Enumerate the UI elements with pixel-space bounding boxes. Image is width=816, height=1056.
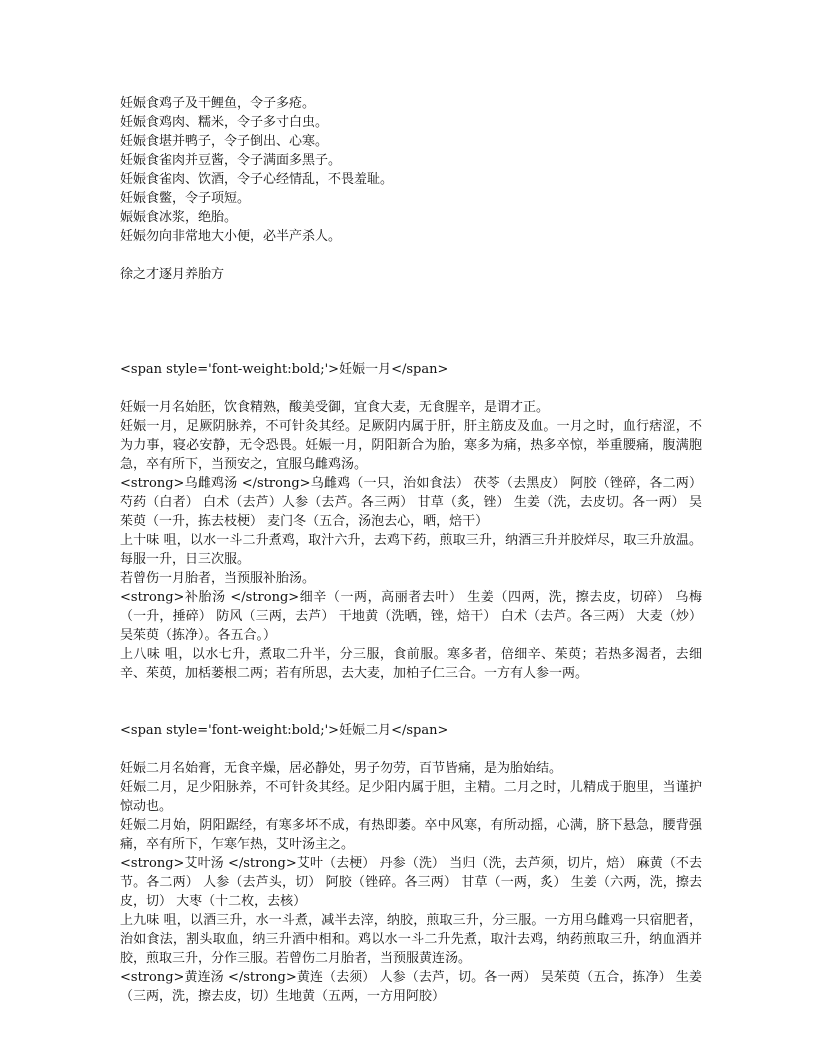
taboo-line: 妊娠食雀肉、饮酒，令子心经情乱，不畏羞耻。 (120, 172, 394, 187)
recipe-aiyetang: <strong>艾叶汤 </strong>艾叶（去梗） 丹参（洗） 当归（洗，去芦须，切片，焙） 麻黄（不去节。各二两） 人参（去芦头，切） 阿胶（锉碎。各三两） 甘草（一两，炙） 生姜（六两，洗，擦去皮，切） 大枣（十二枚，去核） (120, 856, 702, 909)
taboo-line: 娠娠食冰浆，绝胎。 (120, 210, 238, 225)
month1-paragraph: 上八味 咀，以水七升，煮取二升半，分三服，食前服。寒多者，倍细辛、茱萸；若热多渴者，去细辛、茱萸，加栝蒌根二两；若有所思，去大麦，加柏子仁三合。一方有人参一两。 (120, 647, 702, 681)
taboo-line: 妊娠勿向非常地大小便，必半产杀人。 (120, 229, 342, 244)
section-title: 徐之才逐月养胎方 (120, 267, 225, 282)
recipe-butaitang: <strong>补胎汤 </strong>细辛（一两，高丽者去叶） 生姜（四两，洗，擦去皮，切碎） 乌梅（一升，捶碎） 防风（三两，去芦） 干地黄（洗晒，锉，焙干） 白术（去芦。各三两） 大麦（炒） 吴茱萸（拣净）。各五合。） (120, 590, 702, 643)
month2-paragraph: 妊娠二月名始膏，无食辛燥，居必静处，男子勿劳，百节皆痛，是为胎始结。 (120, 761, 563, 776)
month2-paragraph: 上九味 咀，以酒三升，水一斗煮，减半去滓，纳胶，煎取三升，分三服。一方用乌雌鸡一只宿肥者，治如食法，割头取血，纳三升酒中相和。鸡以水一斗二升先煮，取汁去鸡，纳药煎取三升，纳血酒并胶，煎取三升，分作三服。若曾伤二月胎者，当预服黄连汤。 (120, 913, 702, 966)
recipe-wucijitang: <strong>乌雌鸡汤 </strong>乌雌鸡（一只，治如食法） 茯苓（去黑皮） 阿胶（锉碎，各二两） 芍药（白者） 白术（去芦）人参（去芦。各三两） 甘草（炙，锉） 生姜（洗，去皮切。各一两） 吴茱萸（一升，拣去枝梗） 麦门冬（五合，汤泡去心，晒，焙干） (120, 476, 702, 529)
taboo-line: 妊娠食鸡肉、糯米，令子多寸白虫。 (120, 115, 329, 130)
month1-paragraph: 妊娠一月，足厥阴脉养，不可针灸其经。足厥阴内属于肝，肝主筋皮及血。一月之时，血行痞涩，不为力事，寝必安静，无令恐畏。妊娠一月，阴阳新合为胎，寒多为痛，热多卒惊，举重腰痛，腹满胞急，卒有所下，当预安之，宜服乌雌鸡汤。 (120, 419, 702, 472)
month1-heading: <span style='font-weight:bold;'>妊娠一月</span> (120, 362, 449, 377)
taboo-line: 妊娠食鸡子及干鲤鱼，令子多疮。 (120, 96, 316, 111)
month2-heading: <span style='font-weight:bold;'>妊娠二月</span> (120, 723, 449, 738)
month1-body (120, 398, 702, 683)
month2-paragraph: 妊娠二月始，阴阳踞经，有寒多坏不成，有热即萎。卒中风寒，有所动摇，心满，脐下悬急，腰背强痛，卒有所下，乍寒乍热，艾叶汤主之。 (120, 818, 702, 852)
recipe-huangliantang: <strong>黄连汤 </strong>黄连（去须） 人参（去芦，切。各一两） 吴茱萸（五合，拣净） 生姜（三两，洗，擦去皮，切）生地黄（五两，一方用阿胶） (120, 970, 702, 1004)
taboo-line: 妊娠食鳖，令子项短。 (120, 191, 251, 206)
month1-paragraph: 若曾伤一月胎者，当预服补胎汤。 (120, 571, 316, 586)
taboo-line: 妊娠食雀肉并豆酱，令子满面多黑子。 (120, 153, 342, 168)
month1-paragraph: 妊娠一月名始胚，饮食精熟，酸美受御，宜食大麦，无食腥辛，是谓才正。 (120, 400, 550, 415)
document-page (120, 94, 702, 1006)
taboo-line: 妊娠食堪并鸭子，令子倒出、心寒。 (120, 134, 329, 149)
month2-body (120, 759, 702, 1006)
month2-paragraph: 妊娠二月，足少阳脉养，不可针灸其经。足少阳内属于胆，主精。二月之时，儿精成于胞里，当谨护惊动也。 (120, 780, 702, 814)
taboo-list (120, 94, 702, 246)
month1-paragraph: 上十味 咀，以水一斗二升煮鸡，取汁六升，去鸡下药，煎取三升，纳酒三升并胶烊尽，取三升放温。每服一升，日三次服。 (120, 533, 702, 567)
